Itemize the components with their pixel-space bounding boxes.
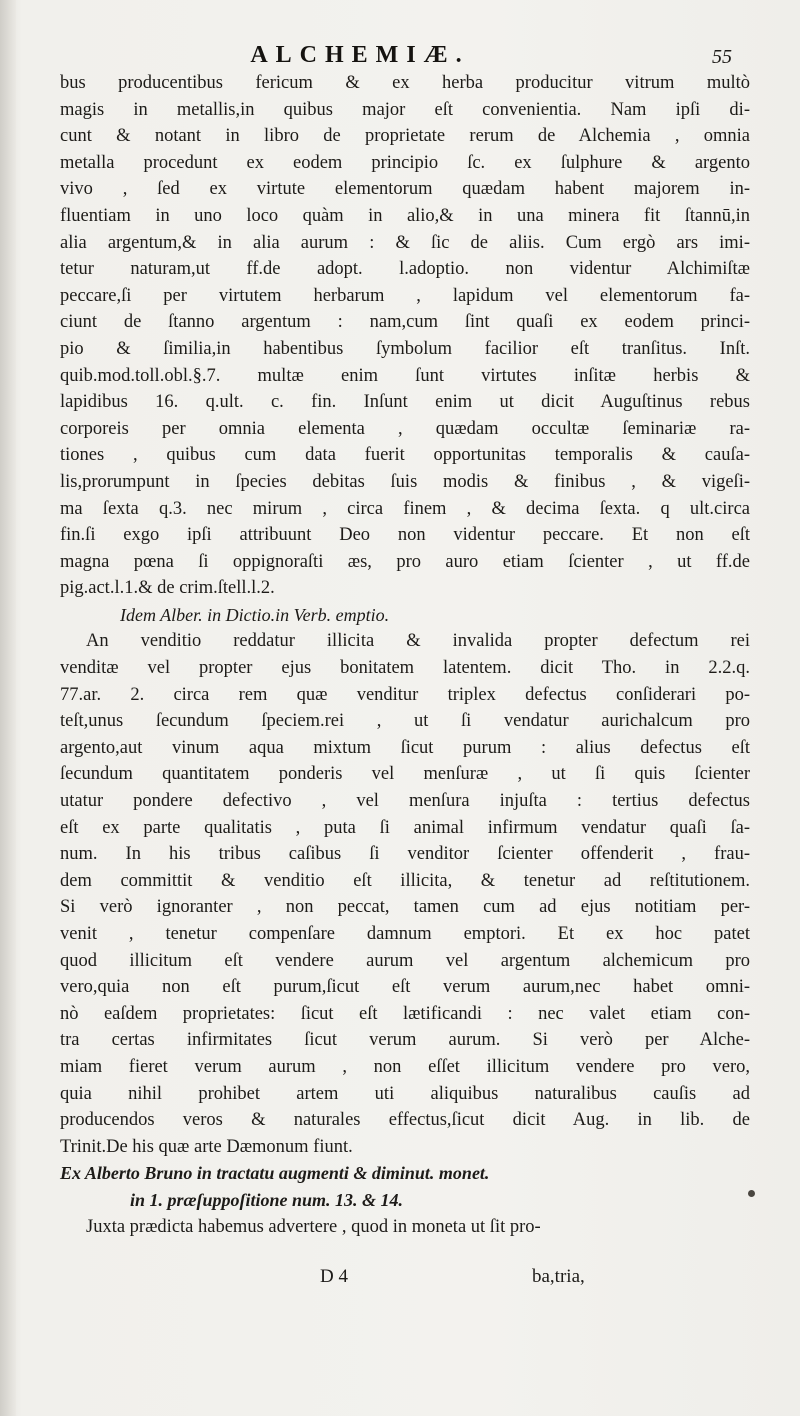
text-line: vivo , ſed ex virtute elementorum quædam habent majorem in- (60, 179, 750, 200)
text-line: tiones , quibus cum data fuerit opportunitas temporalis & cauſa- (60, 445, 750, 466)
text-line: venit , tenetur compenſare damnum emptori. Et ex hoc patet (60, 924, 750, 944)
text-line: ciunt de ſtanno argentum : nam,cum ſint quaſi ex eodem princi- (60, 312, 750, 333)
body-text (60, 70, 750, 1240)
text-line: Juxta prædicta habemus advertere , quod in moneta ut ſit pro- (86, 1216, 541, 1237)
page-number: 55 (712, 46, 732, 68)
text-line: utatur pondere defectivo , vel menſura injuſta : tertius defectus (60, 791, 750, 812)
text-line: num. In his tribus caſibus ſi venditor ſcienter offenderit , frau- (60, 844, 750, 865)
text-line: fin.ſi exgo ipſi attribuunt Deo non videntur peccare. Et non eſt (60, 525, 750, 546)
text-line: peccare,ſi per virtutem herbarum , lapidum vel elementorum fa- (60, 285, 750, 306)
text-line: bus producentibus fericum & ex herba producitur vitrum multò (60, 73, 750, 93)
text-line: eſt ex parte qualitatis , puta ſi animal infirmum vendatur quaſi ſa- (60, 817, 750, 838)
text-line: lapidibus 16. q.ult. c. fin. Inſunt enim ut dicit Auguſtinus rebus (60, 392, 750, 413)
text-line: An venditio reddatur illicita & invalida propter defectum rei (86, 631, 750, 652)
text-line: quib.mod.toll.obl.§.7. multæ enim ſunt virtutes inſitæ herbis & (60, 365, 750, 386)
text-line: quod illicitum eſt vendere aurum vel argentum alchemicum pro (60, 950, 750, 971)
text-line: producendos veros & naturales effectus,ſicut dicit Aug. in lib. de (60, 1110, 750, 1131)
text-line: tetur naturam,ut ff.de adopt. l.adoptio. non videntur Alchimiſtæ (60, 259, 750, 280)
text-line: lis,prorumpunt in ſpecies debitas ſuis modis & finibus , & vigeſi- (60, 471, 750, 492)
section-heading: Idem Alber. in Dictio.in Verb. emptio. (120, 604, 390, 625)
page-gutter-edge (0, 0, 16, 1416)
catchword: ba,tria, (532, 1266, 585, 1287)
text-line: 77.ar. 2. circa rem quæ venditur triplex defectus conſiderari po- (60, 684, 750, 705)
text-line: Trinit.De his quæ arte Dæmonum fiunt. (60, 1136, 353, 1157)
text-line: cunt & notant in libro de proprietate rerum de Alchemia , omnia (60, 126, 750, 147)
text-line: teſt,unus ſecundum ſpeciem.rei , ut ſi vendatur aurichalcum pro (60, 711, 750, 732)
text-line: dem committit & venditio eſt illicita, & tenetur ad reſtitutionem. (60, 870, 750, 891)
running-title: ALCHEMIÆ. (250, 42, 470, 68)
text-line: metalla procedunt ex eodem principio ſc. ex ſulphure & argento (60, 152, 750, 173)
section-heading: in 1. præſuppoſitione num. 13. & 14. (130, 1189, 404, 1210)
signature-mark: D 4 (320, 1266, 348, 1287)
text-line: pig.act.l.1.& de crim.ſtell.l.2. (60, 578, 275, 599)
text-line: vero,quia non eſt purum,ſicut eſt verum aurum,nec habet omni- (60, 977, 750, 998)
text-line: magis in metallis,in quibus major eſt convenientia. Nam ipſi di- (60, 99, 750, 120)
text-line: magna pœna ſi oppignoraſti æs, pro auro etiam ſcienter , ut ff.de (60, 551, 750, 572)
section-heading: Ex Alberto Bruno in tractatu augmenti & diminut. monet. (60, 1163, 490, 1184)
page-footer (320, 1266, 700, 1292)
text-line: ma ſexta q.3. nec mirum , circa finem , & decima ſexta. q ult.circa (60, 498, 750, 519)
text-line: tra certas infirmitates ſicut verum aurum. Si verò per Alche- (60, 1030, 750, 1051)
text-line: argento,aut vinum aqua mixtum ſicut purum : alius defectus eſt (60, 737, 750, 758)
text-line: Si verò ignoranter , non peccat, tamen cum ad ejus notitiam per- (60, 897, 750, 918)
text-line: quia nihil prohibet artem uti aliquibus naturalibus cauſis ad (60, 1083, 750, 1104)
text-line: pio & ſimilia,in habentibus ſymbolum facilior eſt tranſitus. Inſt. (60, 338, 750, 359)
text-line: miam fieret verum aurum , non eſſet illicitum vendere pro vero, (60, 1056, 750, 1077)
text-line: nò eaſdem proprietates: ſicut eſt lætificandi : nec valet etiam con- (60, 1003, 750, 1024)
text-line: venditæ vel propter ejus bonitatem latentem. dicit Tho. in 2.2.q. (60, 658, 750, 679)
text-line: alia argentum,& in alia aurum : & ſic de aliis. Cum ergò ars imi- (60, 232, 750, 253)
ink-speck (748, 1190, 755, 1197)
text-line: fluentiam in uno loco quàm in alio,& in una minera fit ſtannū,in (60, 205, 750, 226)
text-line: ſecundum quantitatem ponderis vel menſuræ , ut ſi quis ſcienter (60, 764, 750, 785)
text-line: corporeis per omnia elementa , quædam occultæ ſeminariæ ra- (60, 418, 750, 439)
